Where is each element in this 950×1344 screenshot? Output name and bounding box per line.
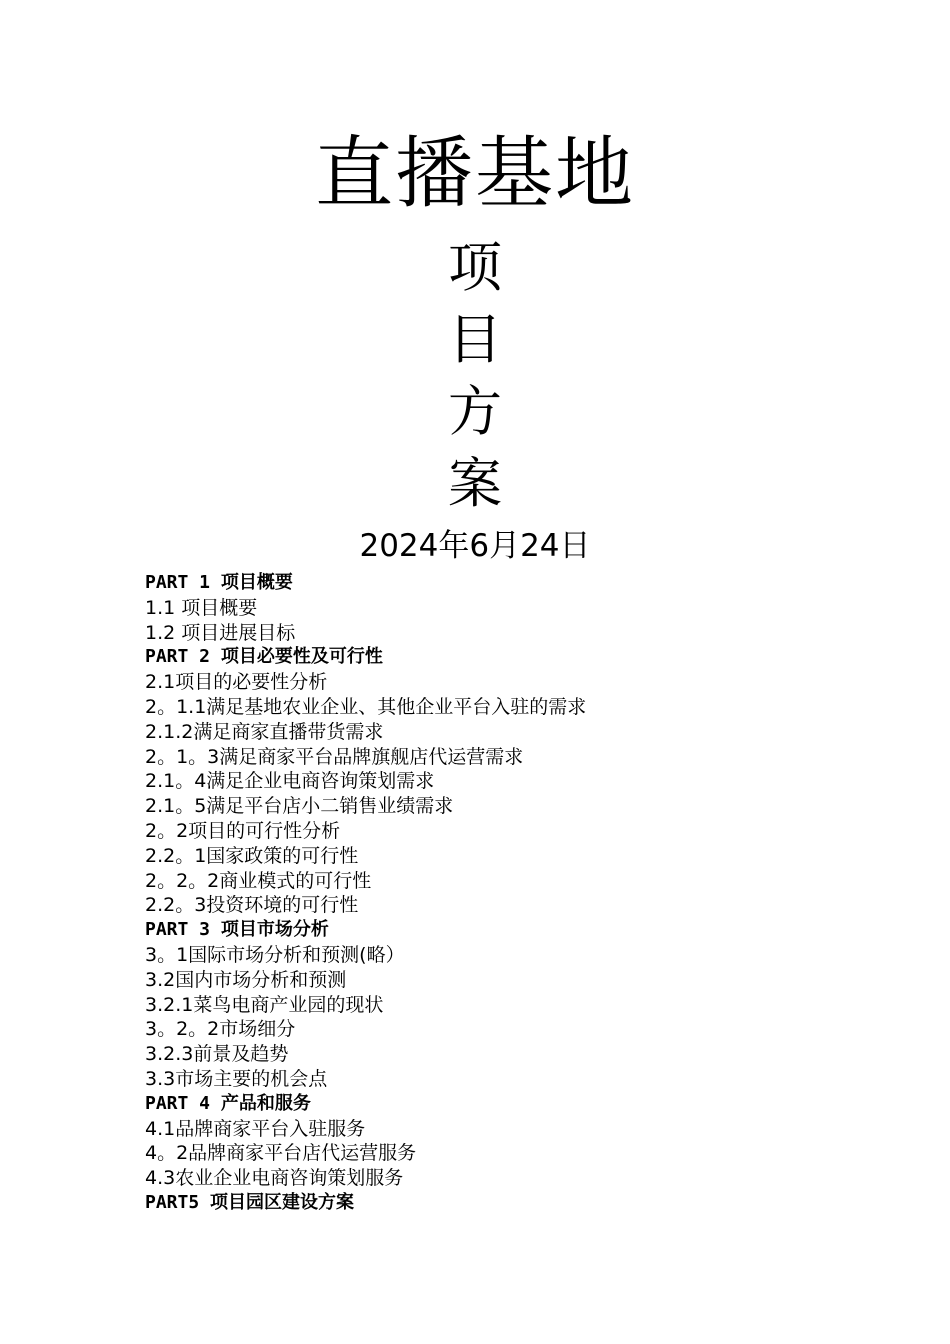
toc-entry: 2。1。3满足商家平台品牌旗舰店代运营需求 bbox=[145, 745, 524, 768]
toc-part-heading: PART 3 项目市场分析 bbox=[145, 919, 329, 941]
document-subtitle bbox=[0, 232, 950, 520]
toc-entry: 4.3农业企业电商咨询策划服务 bbox=[145, 1167, 404, 1190]
document-title: 直播基地 bbox=[314, 129, 635, 219]
subtitle-char: 项 bbox=[448, 236, 502, 299]
toc-part-heading: PART 2 项目必要性及可行性 bbox=[145, 646, 383, 668]
toc-entry: 3.2.1菜鸟电商产业园的现状 bbox=[145, 993, 384, 1016]
subtitle-char: 案 bbox=[448, 452, 502, 515]
subtitle-char: 方 bbox=[448, 380, 502, 443]
toc-entry: 2。2项目的可行性分析 bbox=[145, 819, 341, 842]
toc-entry: 4.1品牌商家平台入驻服务 bbox=[145, 1117, 366, 1140]
toc-entry: 2。1.1满足基地农业企业、其他企业平台入驻的需求 bbox=[145, 695, 587, 718]
toc-part-heading: PART5 项目园区建设方案 bbox=[145, 1191, 355, 1213]
toc-entry: 2。2。2商业模式的可行性 bbox=[145, 869, 372, 892]
toc-entry: 3.3市场主要的机会点 bbox=[145, 1067, 328, 1090]
toc-entry: 4。2品牌商家平台店代运营服务 bbox=[145, 1142, 417, 1165]
toc-part-heading: PART 1 项目概要 bbox=[145, 572, 293, 593]
subtitle-char: 目 bbox=[448, 308, 502, 371]
document-date: 2024年6月24日 bbox=[359, 528, 591, 564]
toc-part-heading: PART 4 产品和服务 bbox=[145, 1092, 311, 1114]
toc-entry: 2.1.2满足商家直播带货需求 bbox=[145, 720, 384, 743]
toc-entry: 2.2。3投资环境的可行性 bbox=[145, 894, 359, 917]
toc-entry: 3。2。2市场细分 bbox=[145, 1018, 296, 1041]
table-of-contents bbox=[145, 571, 905, 1216]
toc-entry: 3.2.3前景及趋势 bbox=[145, 1043, 289, 1066]
toc-entry: 1.1 项目概要 bbox=[145, 596, 258, 619]
toc-entry: 3。1国际市场分析和预测(略） bbox=[145, 943, 405, 966]
toc-entry: 2.1。4满足企业电商咨询策划需求 bbox=[145, 770, 435, 793]
toc-entry: 2.1。5满足平台店小二销售业绩需求 bbox=[145, 795, 454, 818]
toc-entry: 2.1项目的必要性分析 bbox=[145, 671, 328, 694]
toc-entry: 2.2。1国家政策的可行性 bbox=[145, 844, 359, 867]
toc-entry: 3.2国内市场分析和预测 bbox=[145, 968, 347, 991]
toc-entry: 1.2 项目进展目标 bbox=[145, 621, 296, 644]
